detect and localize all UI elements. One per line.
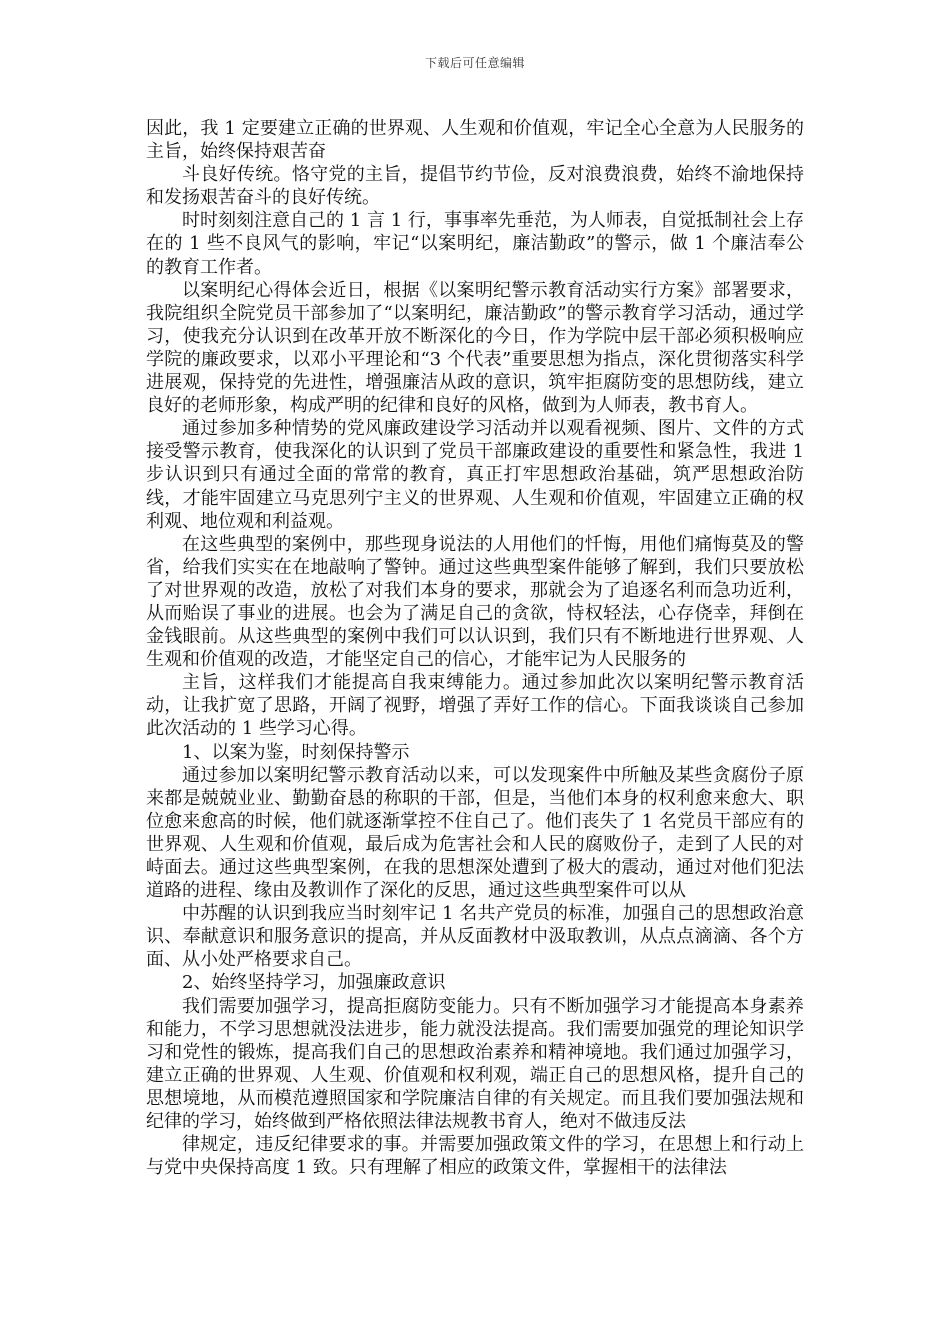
paragraph: 律规定，违反纪律要求的事。并需要加强政策文件的学习，在思想上和行动上与党中央保持高度 1 致。只有理解了相应的政策文件，掌握相干的法律法 <box>146 1134 804 1179</box>
paragraph: 通过参加以案明纪警示教育活动以来，可以发现案件中所触及某些贪腐份子原来都是兢兢业业、勤勤奋恳的称职的干部，但是，当他们本身的权利愈来愈大、职位愈来愈高的时候，他们就逐渐掌控不住自己了。他们丧失了 1 名党员干部应有的世界观、人生观和价值观，最后成为危害社会和人民的腐败份子，走到了人民的对峙面去。通过这些典型案例，在我的思想深处遭到了极大的震动，通过对他们犯法道路的进程、缘由及教训作了深化的反思，通过这些典型案件可以从 <box>146 764 804 902</box>
paragraph: 时时刻刻注意自己的 1 言 1 行，事事率先垂范，为人师表，自觉抵制社会上存在的 1 些不良风气的影响，牢记“以案明纪，廉洁勤政”的警示，做 1 个廉洁奉公的教育工作者。 <box>146 210 804 278</box>
paragraph: 中苏醒的认识到我应当时刻牢记 1 名共产党员的标准，加强自己的思想政治意识、奉献意识和服务意识的提高，并从反面教材中汲取教训，从点点滴滴、各个方面、从小处严格要求自己。 <box>146 903 804 971</box>
paragraph: 通过参加多种情势的党风廉政建设学习活动并以观看视频、图片、文件的方式接受警示教育，使我深化的认识到了党员干部廉政建设的重要性和紧急性，我进 1 步认识到只有通过全面的常常的教育，真正打牢思想政治基础，筑严思想政治防线，才能牢固建立马克思列宁主义的世界观、人生观和价值观，牢固建立正确的权利观、地位观和利益观。 <box>146 418 804 532</box>
section-heading: 2、始终坚持学习，加强廉政意识 <box>182 972 446 994</box>
page-header: 下载后可任意编辑 <box>424 56 525 70</box>
document-body <box>146 117 804 1179</box>
paragraph: 斗良好传统。恪守党的主旨，提倡节约节俭，反对浪费浪费，始终不渝地保持和发扬艰苦奋斗的良好传统。 <box>146 164 804 209</box>
paragraph: 在这些典型的案例中，那些现身说法的人用他们的忏悔，用他们痛悔莫及的警省，给我们实实在在地敲响了警钟。通过这些典型案件能够了解到，我们只要放松了对世界观的改造，放松了对我们本身的要求，那就会为了追逐名利而急功近利，从而贻误了事业的进展。也会为了满足自己的贪欲，恃权轻法，心存侥幸，拜倒在金钱眼前。从这些典型的案例中我们可以认识到，我们只有不断地进行世界观、人生观和价值观的改造，才能坚定自己的信心，才能牢记为人民服务的 <box>146 533 804 671</box>
paragraph: 因此，我 1 定要建立正确的世界观、人生观和价值观，牢记全心全意为人民服务的主旨，始终保持艰苦奋 <box>146 118 804 163</box>
paragraph: 以案明纪心得体会近日，根据《以案明纪警示教育活动实行方案》部署要求，我院组织全院党员干部参加了“以案明纪，廉洁勤政”的警示教育学习活动，通过学习，使我充分认识到在改革开放不断深化的今日，作为学院中层干部必须积极响应学院的廉政要求，以邓小平理论和“3 个代表”重要思想为指点，深化贯彻落实科学进展观，保持党的先进性，增强廉洁从政的意识，筑牢拒腐防变的思想防线，建立良好的老师形象，构成严明的纪律和良好的风格，做到为人师表，教书育人。 <box>146 279 804 417</box>
paragraph: 主旨，这样我们才能提高自我束缚能力。通过参加此次以案明纪警示教育活动，让我扩宽了思路，开阔了视野，增强了弄好工作的信心。下面我谈谈自己参加此次活动的 1 些学习心得。 <box>146 672 804 740</box>
paragraph: 我们需要加强学习，提高拒腐防变能力。只有不断加强学习才能提高本身素养和能力，不学习思想就没法进步，能力就没法提高。我们需要加强党的理论知识学习和党性的锻炼，提高我们自己的思想政治素养和精神境地。我们通过加强学习，建立正确的世界观、人生观、价值观和权利观，端正自己的思想风格，提升自己的思想境地，从而模范遵照国家和学院廉洁自律的有关规定。而且我们要加强法规和 纪律的学习，始终做到严格依照法律法规教书育人，绝对不做违反法 <box>146 995 804 1133</box>
section-heading: 1、以案为鉴，时刻保持警示 <box>182 741 410 763</box>
